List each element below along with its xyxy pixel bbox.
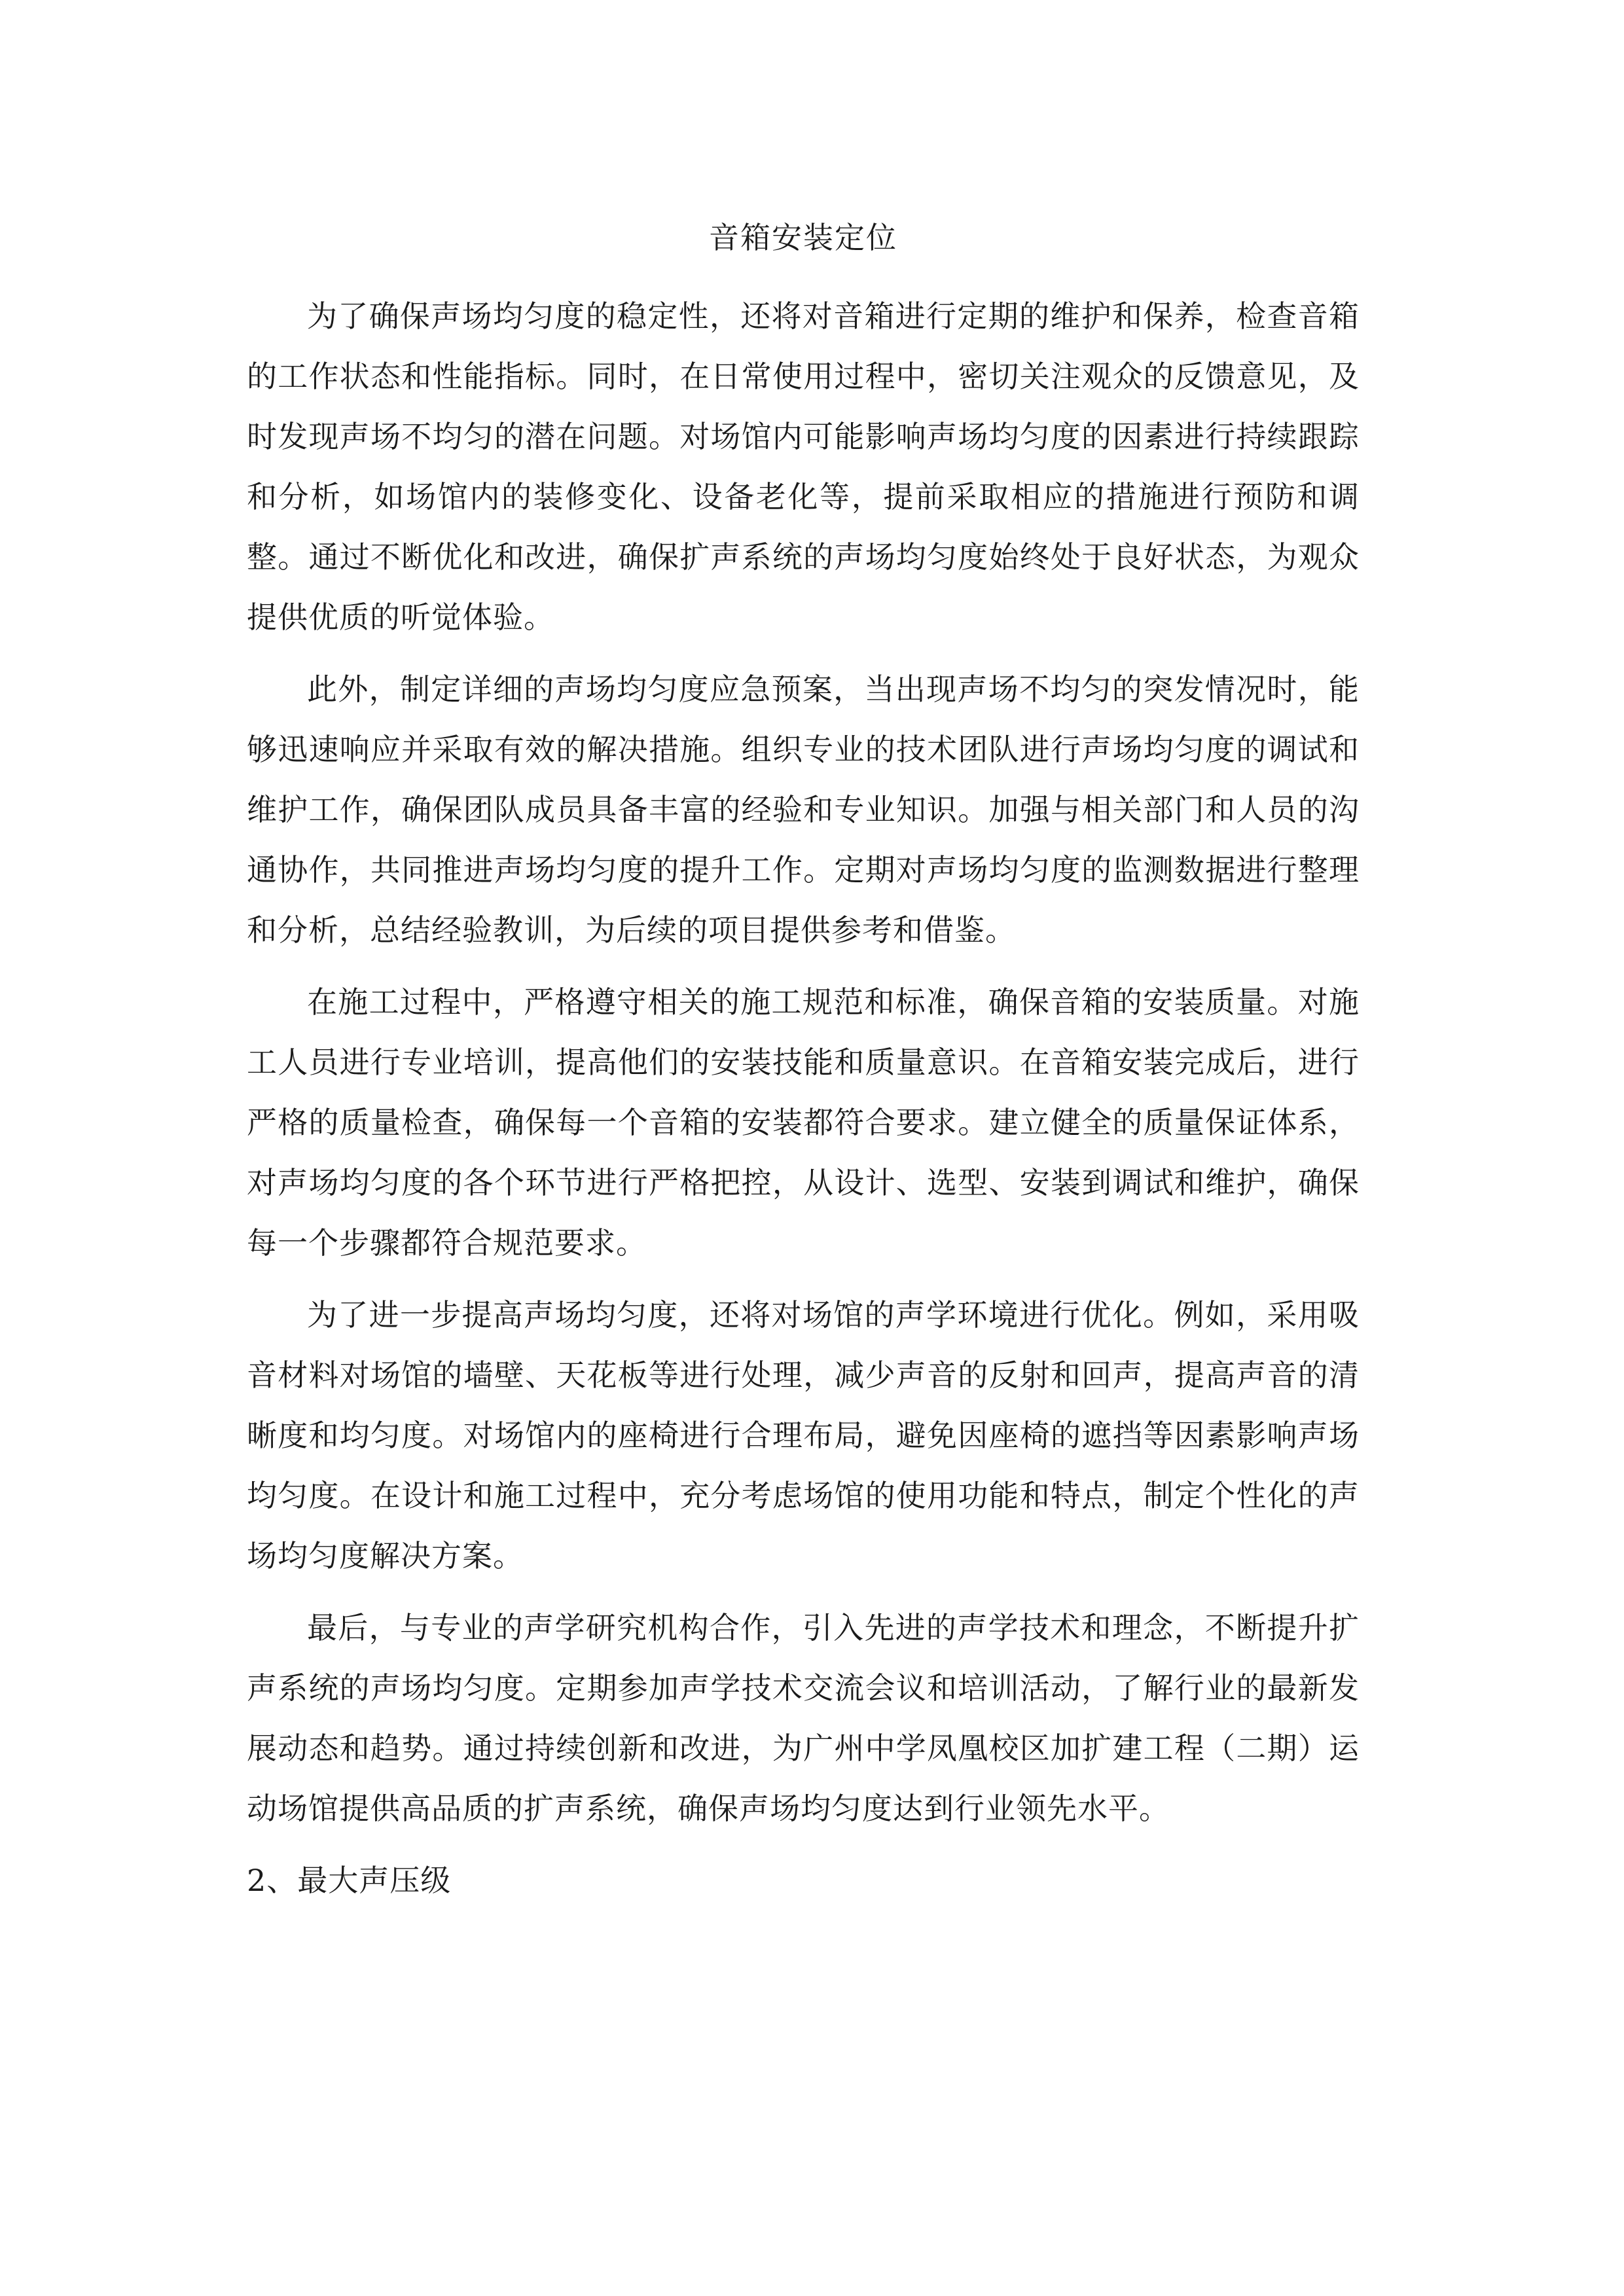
paragraph-emergency-plan: 此外，制定详细的声场均匀度应急预案，当出现声场不均匀的突发情况时，能够迅速响应并采取有效的解决措施。组织专业的技术团队进行声场均匀度的调试和维护工作，确保团队成员具备丰富的经验和专业知识。加强与相关部门和人员的沟通协作，共同推进声场均匀度的提升工作。定期对声场均匀度的监测数据进行整理和分析，总结经验教训，为后续的项目提供参考和借鉴。 xyxy=(247,672,1360,948)
paragraph-cooperation: 最后，与专业的声学研究机构合作，引入先进的声学技术和理念，不断提升扩声系统的声场均匀度。定期参加声学技术交流会议和培训活动，了解行业的最新发展动态和趋势。通过持续创新和改进，为广州中学凤凰校区加扩建工程（二期）运动场馆提供高品质的扩声系统，确保声场均匀度达到行业领先水平。 xyxy=(247,1610,1360,1826)
document-title: 音箱安装定位 xyxy=(709,220,897,255)
paragraph-acoustic-optimization: 为了进一步提高声场均匀度，还将对场馆的声学环境进行优化。例如，采用吸音材料对场馆的墙壁、天花板等进行处理，减少声音的反射和回声，提高声音的清晰度和均匀度。对场馆内的座椅进行合理布局，避免因座椅的遮挡等因素影响声场均匀度。在设计和施工过程中，充分考虑场馆的使用功能和特点，制定个性化的声场均匀度解决方案。 xyxy=(247,1297,1360,1573)
document-page xyxy=(247,213,1360,1910)
paragraph-maintenance: 为了确保声场均匀度的稳定性，还将对音箱进行定期的维护和保养，检查音箱的工作状态和性能指标。同时，在日常使用过程中，密切关注观众的反馈意见，及时发现声场不均匀的潜在问题。对场馆内可能影响声场均匀度的因素进行持续跟踪和分析，如场馆内的装修变化、设备老化等，提前采取相应的措施进行预防和调整。通过不断优化和改进，确保扩声系统的声场均匀度始终处于良好状态，为观众提供优质的听觉体验。 xyxy=(247,298,1360,635)
paragraph-construction-quality: 在施工过程中，严格遵守相关的施工规范和标准，确保音箱的安装质量。对施工人员进行专业培训，提高他们的安装技能和质量意识。在音箱安装完成后，进行严格的质量检查，确保每一个音箱的安装都符合要求。建立健全的质量保证体系，对声场均匀度的各个环节进行严格把控，从设计、选型、安装到调试和维护，确保每一个步骤都符合规范要求。 xyxy=(247,984,1360,1261)
section-heading: 2、最大声压级 xyxy=(247,1863,452,1898)
